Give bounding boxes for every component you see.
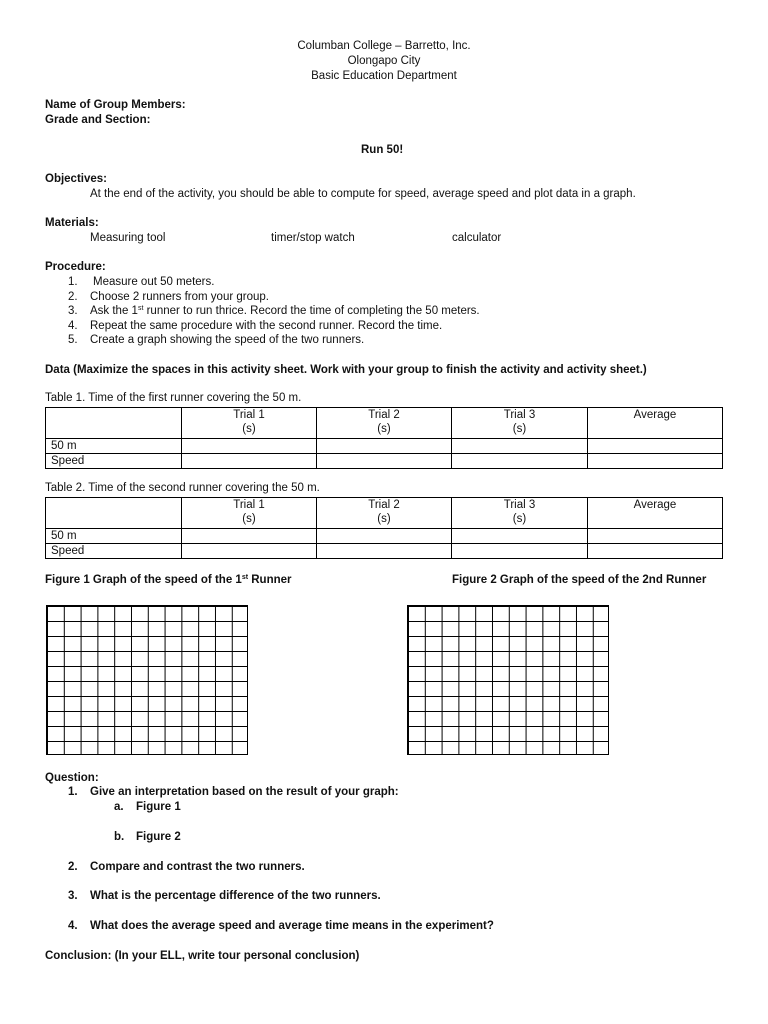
step-number: 2.: [68, 291, 78, 303]
blank-cell[interactable]: [317, 544, 452, 559]
table-row: [46, 544, 723, 559]
step-number: 5.: [68, 334, 78, 346]
blank-cell[interactable]: [182, 529, 317, 544]
header-cell: Trial 3 (s): [452, 498, 588, 529]
procedure-step: Measure out 50 meters.: [93, 276, 215, 288]
table1-caption: Table 1. Time of the first runner covering the 50 m.: [45, 392, 302, 404]
question-4: What does the average speed and average time means in the experiment?: [90, 920, 494, 932]
figure1-graph-grid[interactable]: [46, 605, 248, 755]
questions-heading: Question:: [45, 772, 99, 784]
blank-cell[interactable]: [452, 439, 588, 454]
question-1: Give an interpretation based on the result of your graph:: [90, 786, 399, 798]
question-2: Compare and contrast the two runners.: [90, 861, 305, 873]
row-label: Speed: [46, 454, 182, 469]
figure2-caption: Figure 2 Graph of the speed of the 2nd Runner: [452, 574, 707, 586]
blank-cell[interactable]: [182, 544, 317, 559]
data-heading: Data (Maximize the spaces in this activity sheet. Work with your group to finish the activity and activity sheet.): [45, 364, 647, 376]
conclusion-heading: Conclusion: (In your ELL, write tour personal conclusion): [45, 950, 360, 962]
step-number: 3.: [68, 305, 78, 317]
table-row: [46, 439, 723, 454]
question-number: 4.: [68, 920, 78, 932]
department: Basic Education Department: [311, 70, 457, 82]
blank-cell[interactable]: [317, 439, 452, 454]
table-row: [46, 454, 723, 469]
header-cell: Trial 2 (s): [317, 498, 452, 529]
header-cell: Trial 1 (s): [182, 408, 317, 439]
group-members-label: Name of Group Members:: [45, 99, 186, 111]
blank-cell[interactable]: [588, 439, 723, 454]
table2-caption: Table 2. Time of the second runner covering the 50 m.: [45, 482, 320, 494]
blank-cell[interactable]: [452, 454, 588, 469]
procedure-step: Ask the 1st runner to run thrice. Record the time of completing the 50 meters.: [90, 305, 480, 317]
material-item: calculator: [452, 232, 502, 244]
table2: [45, 497, 723, 559]
material-item: Measuring tool: [90, 232, 166, 244]
step-number: 4.: [68, 320, 78, 332]
procedure-heading: Procedure:: [45, 261, 106, 273]
question-number: 1.: [68, 786, 78, 798]
grade-section-label: Grade and Section:: [45, 114, 151, 126]
table1: [45, 407, 723, 469]
header-cell: Average: [588, 498, 723, 529]
row-label: 50 m: [46, 439, 182, 454]
procedure-step: Create a graph showing the speed of the two runners.: [90, 334, 365, 346]
question-1a: Figure 1: [136, 801, 181, 813]
row-label: Speed: [46, 544, 182, 559]
objectives-heading: Objectives:: [45, 173, 107, 185]
activity-title: Run 50!: [361, 144, 404, 156]
question-1b: Figure 2: [136, 831, 181, 843]
school-name: Columban College – Barretto, Inc.: [297, 40, 471, 52]
blank-cell[interactable]: [182, 454, 317, 469]
figure1-caption: Figure 1 Graph of the speed of the 1st Runner: [45, 574, 292, 586]
question-number: b.: [114, 831, 125, 843]
question-number: 2.: [68, 861, 78, 873]
blank-cell[interactable]: [317, 529, 452, 544]
blank-cell[interactable]: [452, 544, 588, 559]
blank-cell[interactable]: [588, 529, 723, 544]
blank-cell[interactable]: [317, 454, 452, 469]
blank-cell[interactable]: [182, 439, 317, 454]
question-number: 3.: [68, 890, 78, 902]
figure2-graph-grid[interactable]: [407, 605, 609, 755]
question-3: What is the percentage difference of the two runners.: [90, 890, 381, 902]
objectives-text: At the end of the activity, you should be able to compute for speed, average speed and plot data in a graph.: [90, 188, 636, 200]
header-cell: Trial 1 (s): [182, 498, 317, 529]
city: Olongapo City: [347, 55, 421, 67]
question-number: a.: [114, 801, 124, 813]
header-cell: Trial 3 (s): [452, 408, 588, 439]
header-cell: Average: [588, 408, 723, 439]
header-cell: [46, 408, 182, 439]
procedure-step: Repeat the same procedure with the second runner. Record the time.: [90, 320, 443, 332]
blank-cell[interactable]: [588, 544, 723, 559]
row-label: 50 m: [46, 529, 182, 544]
procedure-step: Choose 2 runners from your group.: [90, 291, 269, 303]
material-item: timer/stop watch: [271, 232, 355, 244]
step-number: 1.: [68, 276, 78, 288]
blank-cell[interactable]: [452, 529, 588, 544]
blank-cell[interactable]: [588, 454, 723, 469]
table-row: [46, 529, 723, 544]
materials-heading: Materials:: [45, 217, 99, 229]
header-cell: [46, 498, 182, 529]
header-cell: Trial 2 (s): [317, 408, 452, 439]
